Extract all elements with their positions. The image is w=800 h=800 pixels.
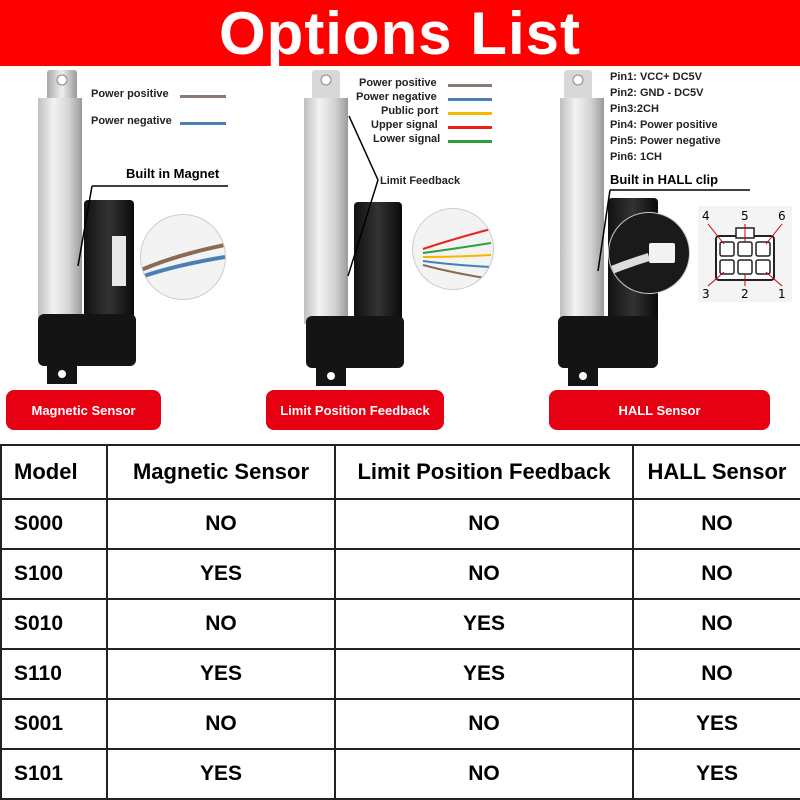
table-row bbox=[1, 599, 800, 649]
callout-built-in-hall-clip: Built in HALL clip bbox=[610, 172, 719, 187]
cell-magnetic: NO bbox=[107, 699, 335, 749]
cell-model: S110 bbox=[1, 649, 107, 699]
cell-hall: NO bbox=[633, 649, 800, 699]
wire-swatch-power-negative bbox=[448, 98, 492, 101]
wire-swatch-public-port bbox=[448, 112, 492, 115]
cell-model: S010 bbox=[1, 599, 107, 649]
pin-label-6: Pin6: 1CH bbox=[610, 151, 662, 163]
cell-hall: NO bbox=[633, 549, 800, 599]
wire-swatch-upper-signal bbox=[448, 126, 492, 129]
table-header-row bbox=[1, 445, 800, 499]
wire-label-lower-signal: Lower signal bbox=[373, 133, 441, 145]
connector-pin-number: 6 bbox=[778, 209, 786, 223]
cell-hall: NO bbox=[633, 499, 800, 549]
column-header-hall-sensor: HALL Sensor bbox=[633, 445, 800, 499]
pin-label-4: Pin4: Power positive bbox=[610, 119, 718, 131]
cell-magnetic: YES bbox=[107, 549, 335, 599]
page-title: Options List bbox=[219, 0, 581, 67]
wire-swatch-lower-signal bbox=[448, 140, 492, 143]
column-header-model: Model bbox=[1, 445, 107, 499]
wire-label-power-positive: Power positive bbox=[91, 88, 169, 100]
options-table bbox=[0, 444, 800, 800]
cell-model: S001 bbox=[1, 699, 107, 749]
wire-label-power-negative: Power negative bbox=[91, 115, 172, 127]
connector-pinout-diagram bbox=[696, 204, 794, 304]
panel-magnetic-sensor bbox=[0, 66, 266, 438]
connector-pin-number: 4 bbox=[702, 209, 710, 223]
cell-hall: YES bbox=[633, 699, 800, 749]
cell-limit: YES bbox=[335, 599, 633, 649]
pin-label-2: Pin2: GND - DC5V bbox=[610, 87, 704, 99]
badge-magnetic-sensor: Magnetic Sensor bbox=[6, 390, 161, 430]
pin-label-5: Pin5: Power negative bbox=[610, 135, 721, 147]
wire-swatch-power-positive bbox=[180, 95, 226, 98]
wire-label-upper-signal: Upper signal bbox=[371, 119, 438, 131]
connector-pin-number: 3 bbox=[702, 287, 710, 301]
cell-limit: NO bbox=[335, 549, 633, 599]
connector-pin-number: 5 bbox=[741, 209, 749, 223]
panel-limit-feedback bbox=[266, 66, 542, 438]
column-header-limit-position-feedback: Limit Position Feedback bbox=[335, 445, 633, 499]
wire-swatch-power-negative bbox=[180, 122, 226, 125]
wire-label-power-negative: Power negative bbox=[356, 91, 437, 103]
cell-magnetic: NO bbox=[107, 599, 335, 649]
cell-hall: NO bbox=[633, 599, 800, 649]
wire-swatch-power-positive bbox=[448, 84, 492, 87]
connector-pin-number: 1 bbox=[778, 287, 786, 301]
wire-label-public-port: Public port bbox=[381, 105, 439, 117]
callout-limit-feedback: Limit Feedback bbox=[380, 175, 461, 187]
table-row bbox=[1, 699, 800, 749]
table-row bbox=[1, 499, 800, 549]
cell-model: S000 bbox=[1, 499, 107, 549]
connector-pin-number: 2 bbox=[741, 287, 749, 301]
cell-limit: YES bbox=[335, 649, 633, 699]
badge-limit-position-feedback: Limit Position Feedback bbox=[266, 390, 444, 430]
cell-model: S100 bbox=[1, 549, 107, 599]
panel-hall-sensor bbox=[542, 66, 800, 438]
table-row bbox=[1, 649, 800, 699]
pin-label-1: Pin1: VCC+ DC5V bbox=[610, 71, 702, 83]
cell-limit: NO bbox=[335, 499, 633, 549]
callout-built-in-magnet: Built in Magnet bbox=[126, 166, 220, 181]
wire-closeup-image bbox=[412, 208, 494, 290]
connector-closeup-image bbox=[608, 212, 690, 294]
cell-model: S101 bbox=[1, 749, 107, 799]
cell-magnetic: YES bbox=[107, 649, 335, 699]
table-row bbox=[1, 549, 800, 599]
cell-limit: NO bbox=[335, 749, 633, 799]
cell-magnetic: YES bbox=[107, 749, 335, 799]
table-row bbox=[1, 749, 800, 799]
cell-hall: YES bbox=[633, 749, 800, 799]
badge-hall-sensor: HALL Sensor bbox=[549, 390, 770, 430]
cell-limit: NO bbox=[335, 699, 633, 749]
title-banner bbox=[0, 0, 800, 66]
cell-magnetic: NO bbox=[107, 499, 335, 549]
wire-label-power-positive: Power positive bbox=[359, 77, 437, 89]
pin-label-3: Pin3:2CH bbox=[610, 103, 659, 115]
wire-closeup-image bbox=[140, 214, 226, 300]
column-header-magnetic-sensor: Magnetic Sensor bbox=[107, 445, 335, 499]
